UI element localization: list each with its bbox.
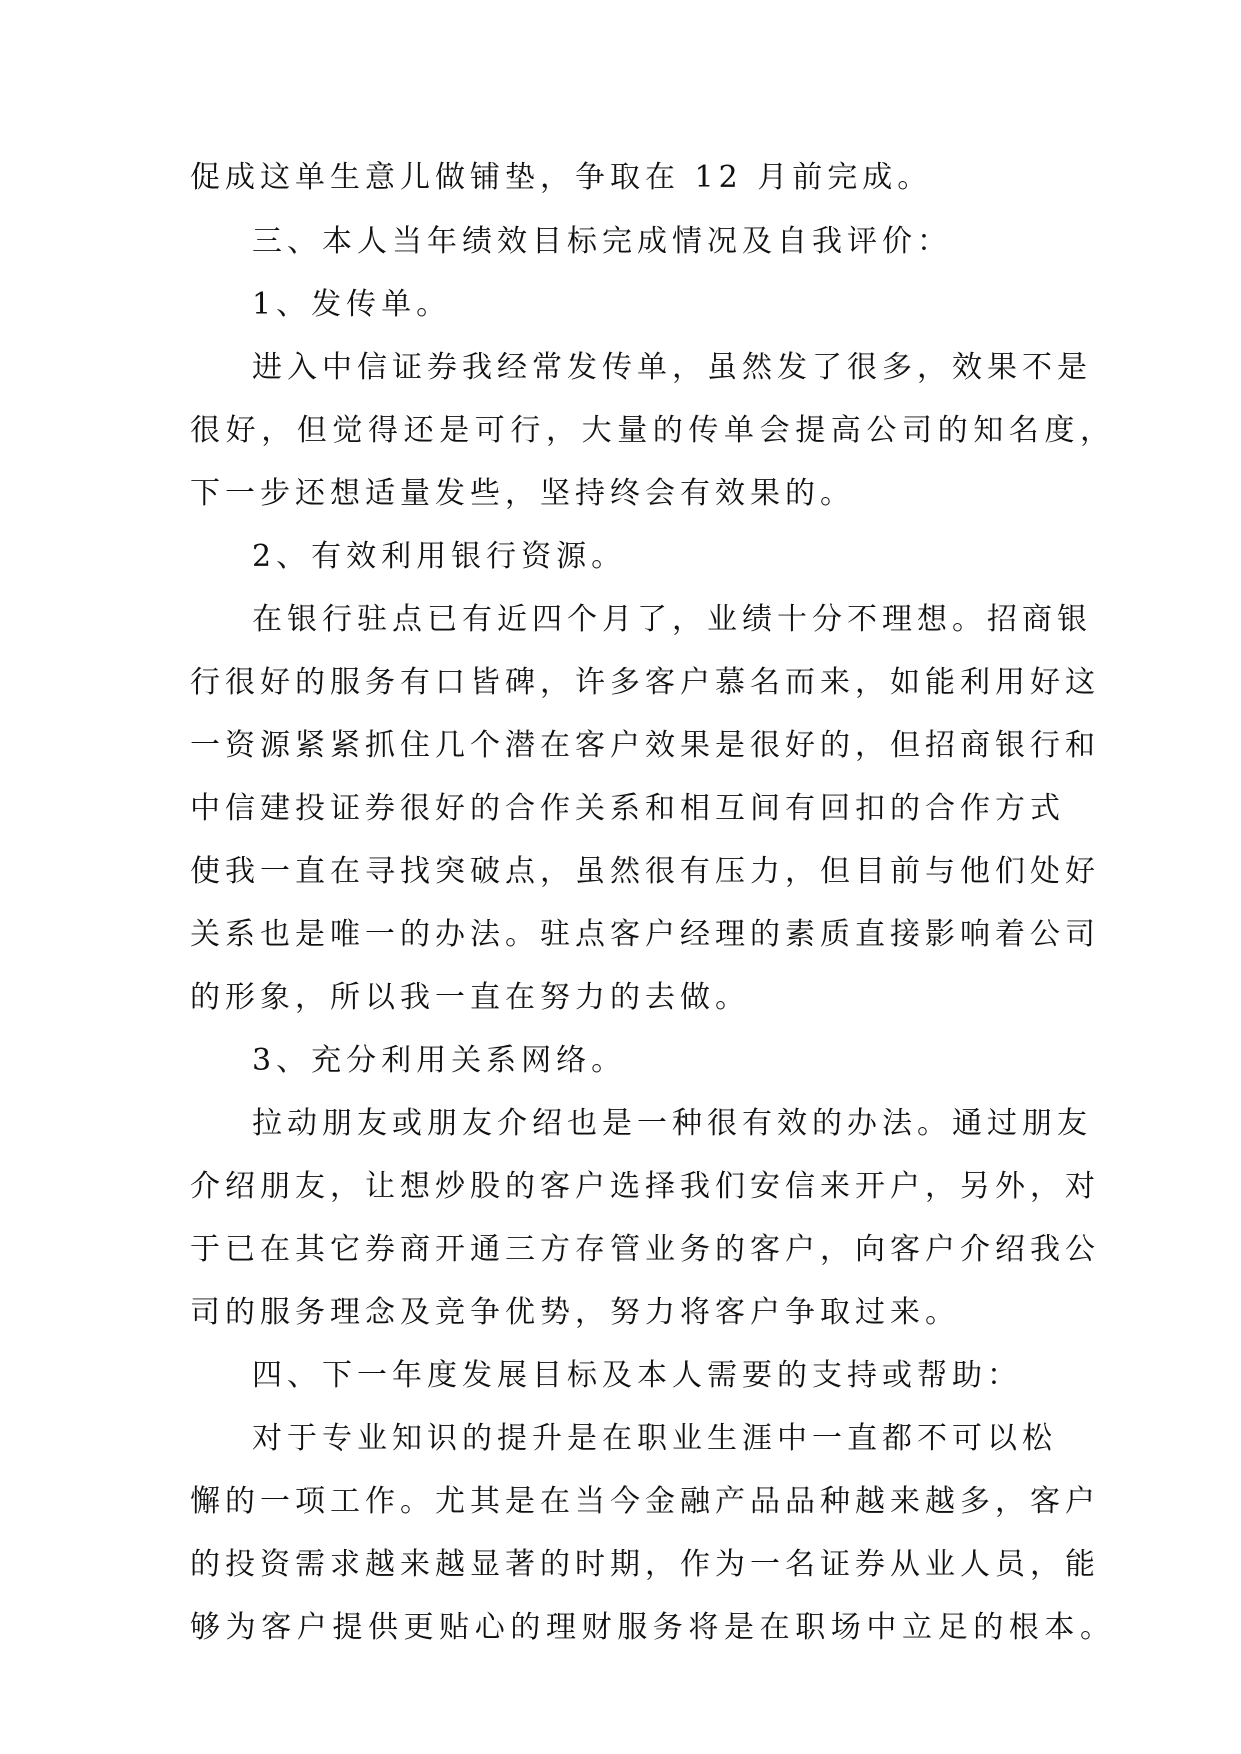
paragraph-line: 于已在其它券商开通三方存管业务的客户，向客户介绍我公 — [190, 1232, 1100, 1267]
paragraph-line: 下一步还想适量发些，坚持终会有效果的。 — [190, 476, 855, 511]
paragraph-line: 懈的一项工作。尤其是在当今金融产品品种越来越多，客户 — [190, 1484, 1100, 1519]
paragraph-line: 的投资需求越来越显著的时期，作为一名证券从业人员，能 — [190, 1547, 1100, 1582]
item-heading: 1、发传单。 — [252, 287, 452, 322]
item-heading: 3、充分利用关系网络。 — [252, 1043, 627, 1078]
item-heading: 2、有效利用银行资源。 — [252, 539, 627, 574]
paragraph-line: 很好，但觉得还是可行，大量的传单会提高公司的知名度， — [190, 413, 1116, 448]
paragraph-line: 关系也是唯一的办法。驻点客户经理的素质直接影响着公司 — [190, 917, 1100, 952]
section-heading: 三、本人当年绩效目标完成情况及自我评价： — [252, 224, 952, 259]
paragraph-line: 够为客户提供更贴心的理财服务将是在职场中立足的根本。 — [190, 1610, 1116, 1645]
paragraph-line: 介绍朋友，让想炒股的客户选择我们安信来开户，另外，对 — [190, 1169, 1100, 1204]
section-heading: 四、下一年度发展目标及本人需要的支持或帮助： — [252, 1358, 1022, 1393]
paragraph-line: 在银行驻点已有近四个月了，业绩十分不理想。招商银 — [252, 602, 1092, 637]
paragraph-line: 拉动朋友或朋友介绍也是一种很有效的办法。通过朋友 — [252, 1106, 1092, 1141]
paragraph-line: 对于专业知识的提升是在职业生涯中一直都不可以松 — [252, 1421, 1057, 1456]
paragraph-line: 行很好的服务有口皆碑，许多客户慕名而来，如能利用好这 — [190, 665, 1100, 700]
paragraph-line: 使我一直在寻找突破点，虽然很有压力，但目前与他们处好 — [190, 854, 1100, 889]
paragraph-line: 中信建投证券很好的合作关系和相互间有回扣的合作方式 — [190, 791, 1065, 826]
paragraph-line: 的形象，所以我一直在努力的去做。 — [190, 980, 750, 1015]
paragraph-line: 一资源紧紧抓住几个潜在客户效果是很好的，但招商银行和 — [190, 728, 1100, 763]
paragraph-line: 促成这单生意儿做铺垫，争取在 12 月前完成。 — [190, 160, 933, 195]
paragraph-line: 司的服务理念及竞争优势，努力将客户争取过来。 — [190, 1295, 960, 1330]
paragraph-line: 进入中信证券我经常发传单，虽然发了很多，效果不是 — [252, 350, 1092, 385]
